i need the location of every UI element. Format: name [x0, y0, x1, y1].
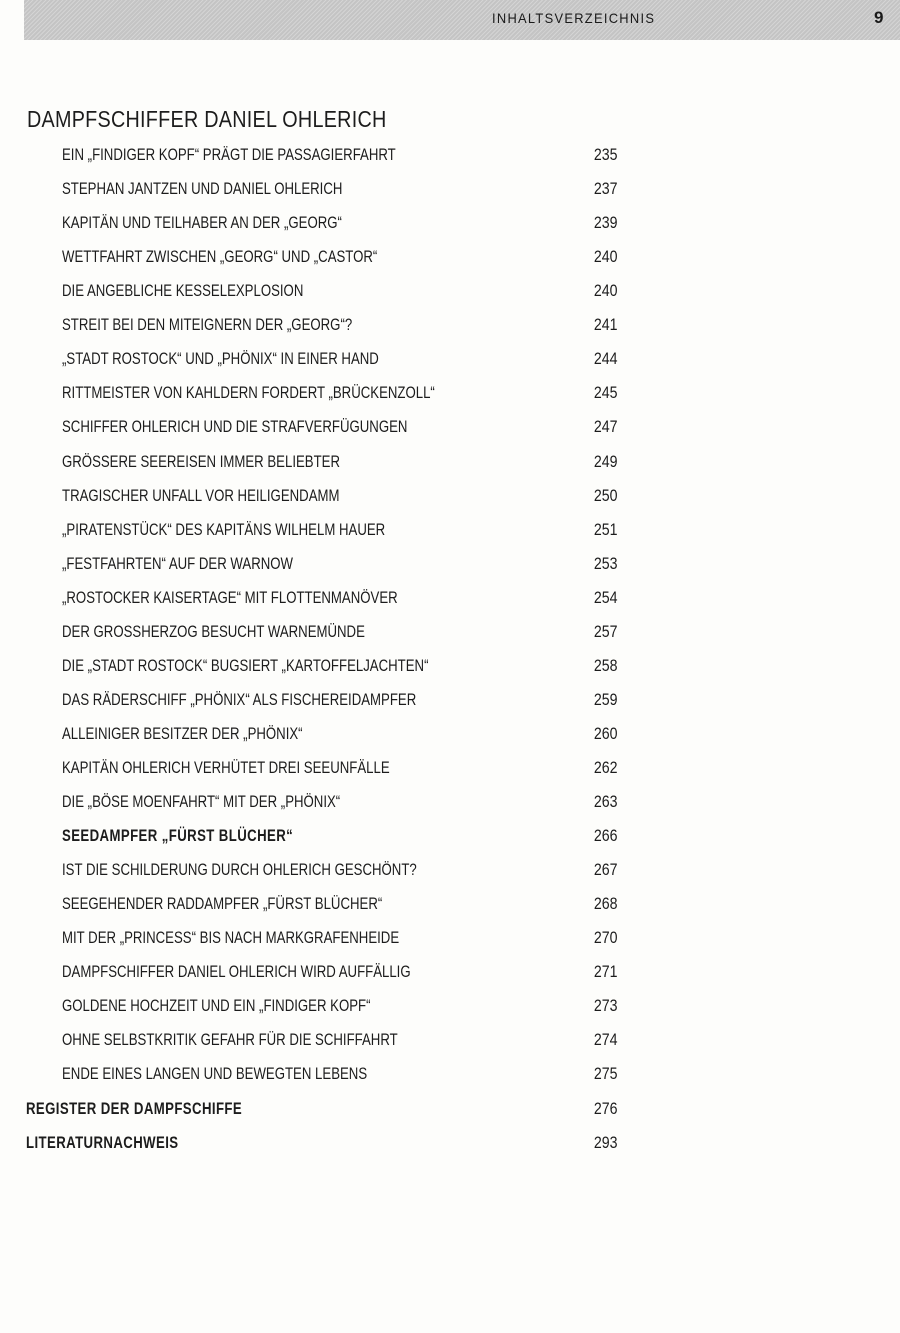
toc-entry-title: KAPITÄN OHLERICH VERHÜTET DREI SEEUNFÄLLE: [62, 759, 390, 777]
toc-entry-title: DAS RÄDERSCHIFF „PHÖNIX“ ALS FISCHEREIDAMPFER: [62, 691, 417, 709]
toc-entry-page: 235: [594, 146, 618, 164]
toc-entry-page: 257: [594, 623, 618, 641]
toc-top-entry-title: LITERATURNACHWEIS: [26, 1134, 179, 1152]
toc-entry-page: 239: [594, 214, 618, 232]
toc-entry: [0, 347, 900, 373]
toc-entry: [0, 450, 900, 476]
toc-entry: [0, 245, 900, 271]
toc-entry-page: 237: [594, 180, 618, 198]
toc-entry-page: 259: [594, 691, 618, 709]
section-title: DAMPFSCHIFFER DANIEL OHLERICH: [27, 106, 387, 132]
toc-entry: [0, 858, 900, 884]
toc-entry: [0, 313, 900, 339]
toc-entry-page: 241: [594, 316, 618, 334]
toc-entry-title: MIT DER „PRINCESS“ BIS NACH MARKGRAFENHEIDE: [62, 929, 400, 947]
toc-entry: [0, 722, 900, 748]
toc-entry-page: 254: [594, 589, 618, 607]
toc-entry: [0, 790, 900, 816]
running-header-band: [24, 0, 900, 40]
toc-entry-title: DER GROSSHERZOG BESUCHT WARNEMÜNDE: [62, 623, 365, 641]
toc-entry: [0, 279, 900, 305]
toc-top-entry-title: REGISTER DER DAMPFSCHIFFE: [26, 1100, 243, 1118]
toc-entry-page: 258: [594, 657, 618, 675]
toc-entry-title: DIE ANGEBLICHE KESSELEXPLOSION: [62, 282, 304, 300]
toc-entry-page: 263: [594, 793, 618, 811]
toc-entry-page: 270: [594, 929, 618, 947]
running-header-title: INHALTSVERZEICHNIS: [492, 10, 656, 26]
toc-entry-title: STREIT BEI DEN MITEIGNERN DER „GEORG“?: [62, 316, 353, 334]
toc-entry: [0, 960, 900, 986]
toc-entry-title: „PIRATENSTÜCK“ DES KAPITÄNS WILHELM HAUER: [62, 521, 386, 539]
toc-entry: [0, 1028, 900, 1054]
toc-entry-page: 266: [594, 827, 618, 845]
toc-entry-page: 275: [594, 1065, 618, 1083]
toc-top-entry-page: 293: [594, 1134, 618, 1152]
toc-entry: [0, 756, 900, 782]
toc-entry-title: EIN „FINDIGER KOPF“ PRÄGT DIE PASSAGIERFAHRT: [62, 146, 396, 164]
toc-entry-title: WETTFAHRT ZWISCHEN „GEORG“ UND „CASTOR“: [62, 248, 378, 266]
toc-entry: [0, 177, 900, 203]
toc-entry: [0, 143, 900, 169]
toc-entry-title: SEEDAMPFER „FÜRST BLÜCHER“: [62, 827, 294, 845]
toc-entry-subheading: [0, 824, 900, 850]
toc-entry-page: 260: [594, 725, 618, 743]
toc-entry-page: 250: [594, 487, 618, 505]
toc-entry: [0, 926, 900, 952]
toc-entry-page: 268: [594, 895, 618, 913]
toc-entry: [0, 381, 900, 407]
toc-entry: [0, 484, 900, 510]
toc-entry-title: DAMPFSCHIFFER DANIEL OHLERICH WIRD AUFFÄLLIG: [62, 963, 411, 981]
toc-entry-title: ALLEINIGER BESITZER DER „PHÖNIX“: [62, 725, 303, 743]
toc-entry-page: 251: [594, 521, 618, 539]
toc-entry-page: 262: [594, 759, 618, 777]
toc-entry-page: 240: [594, 248, 618, 266]
toc-entry: [0, 415, 900, 441]
toc-entry-title: „STADT ROSTOCK“ UND „PHÖNIX“ IN EINER HAND: [62, 350, 379, 368]
toc-top-entry: [0, 1097, 900, 1123]
toc-entry-title: RITTMEISTER VON KAHLDERN FORDERT „BRÜCKENZOLL“: [62, 384, 435, 402]
toc-entry-page: 249: [594, 453, 618, 471]
toc-entry: [0, 620, 900, 646]
toc-entry-title: IST DIE SCHILDERUNG DURCH OHLERICH GESCHÖNT?: [62, 861, 417, 879]
toc-entry-title: SCHIFFER OHLERICH UND DIE STRAFVERFÜGUNGEN: [62, 418, 408, 436]
toc-entry-page: 271: [594, 963, 618, 981]
toc-entry-title: ENDE EINES LANGEN UND BEWEGTEN LEBENS: [62, 1065, 368, 1083]
toc-entry-page: 267: [594, 861, 618, 879]
toc-entry-title: STEPHAN JANTZEN UND DANIEL OHLERICH: [62, 180, 343, 198]
toc-entry: [0, 892, 900, 918]
toc-entry-page: 253: [594, 555, 618, 573]
toc-entry-page: 240: [594, 282, 618, 300]
toc-entry: [0, 586, 900, 612]
toc-entry-page: 245: [594, 384, 618, 402]
toc-entry-title: „FESTFAHRTEN“ AUF DER WARNOW: [62, 555, 293, 573]
toc-entry: [0, 654, 900, 680]
toc-entry-page: 244: [594, 350, 618, 368]
page-number: 9: [874, 8, 884, 27]
toc-entry-title: OHNE SELBSTKRITIK GEFAHR FÜR DIE SCHIFFAHRT: [62, 1031, 398, 1049]
toc-top-entry: [0, 1131, 900, 1157]
toc-entry-title: GOLDENE HOCHZEIT UND EIN „FINDIGER KOPF“: [62, 997, 371, 1015]
toc-entry: [0, 1062, 900, 1088]
toc-entry-title: SEEGEHENDER RADDAMPFER „FÜRST BLÜCHER“: [62, 895, 383, 913]
toc-entry: [0, 688, 900, 714]
toc-entry-page: 273: [594, 997, 618, 1015]
toc-entry: [0, 211, 900, 237]
toc-entry: [0, 518, 900, 544]
toc-entry-page: 247: [594, 418, 618, 436]
toc-entry: [0, 994, 900, 1020]
toc-entry-title: DIE „BÖSE MOENFAHRT“ MIT DER „PHÖNIX“: [62, 793, 341, 811]
toc-entry-title: DIE „STADT ROSTOCK“ BUGSIERT „KARTOFFELJACHTEN“: [62, 657, 429, 675]
toc-entry-title: GRÖSSERE SEEREISEN IMMER BELIEBTER: [62, 453, 340, 471]
toc-entry-title: TRAGISCHER UNFALL VOR HEILIGENDAMM: [62, 487, 340, 505]
toc-entry: [0, 552, 900, 578]
toc-entry-title: „ROSTOCKER KAISERTAGE“ MIT FLOTTENMANÖVER: [62, 589, 398, 607]
toc-entry-title: KAPITÄN UND TEILHABER AN DER „GEORG“: [62, 214, 342, 232]
toc-top-entry-page: 276: [594, 1100, 618, 1118]
toc-entry-page: 274: [594, 1031, 618, 1049]
